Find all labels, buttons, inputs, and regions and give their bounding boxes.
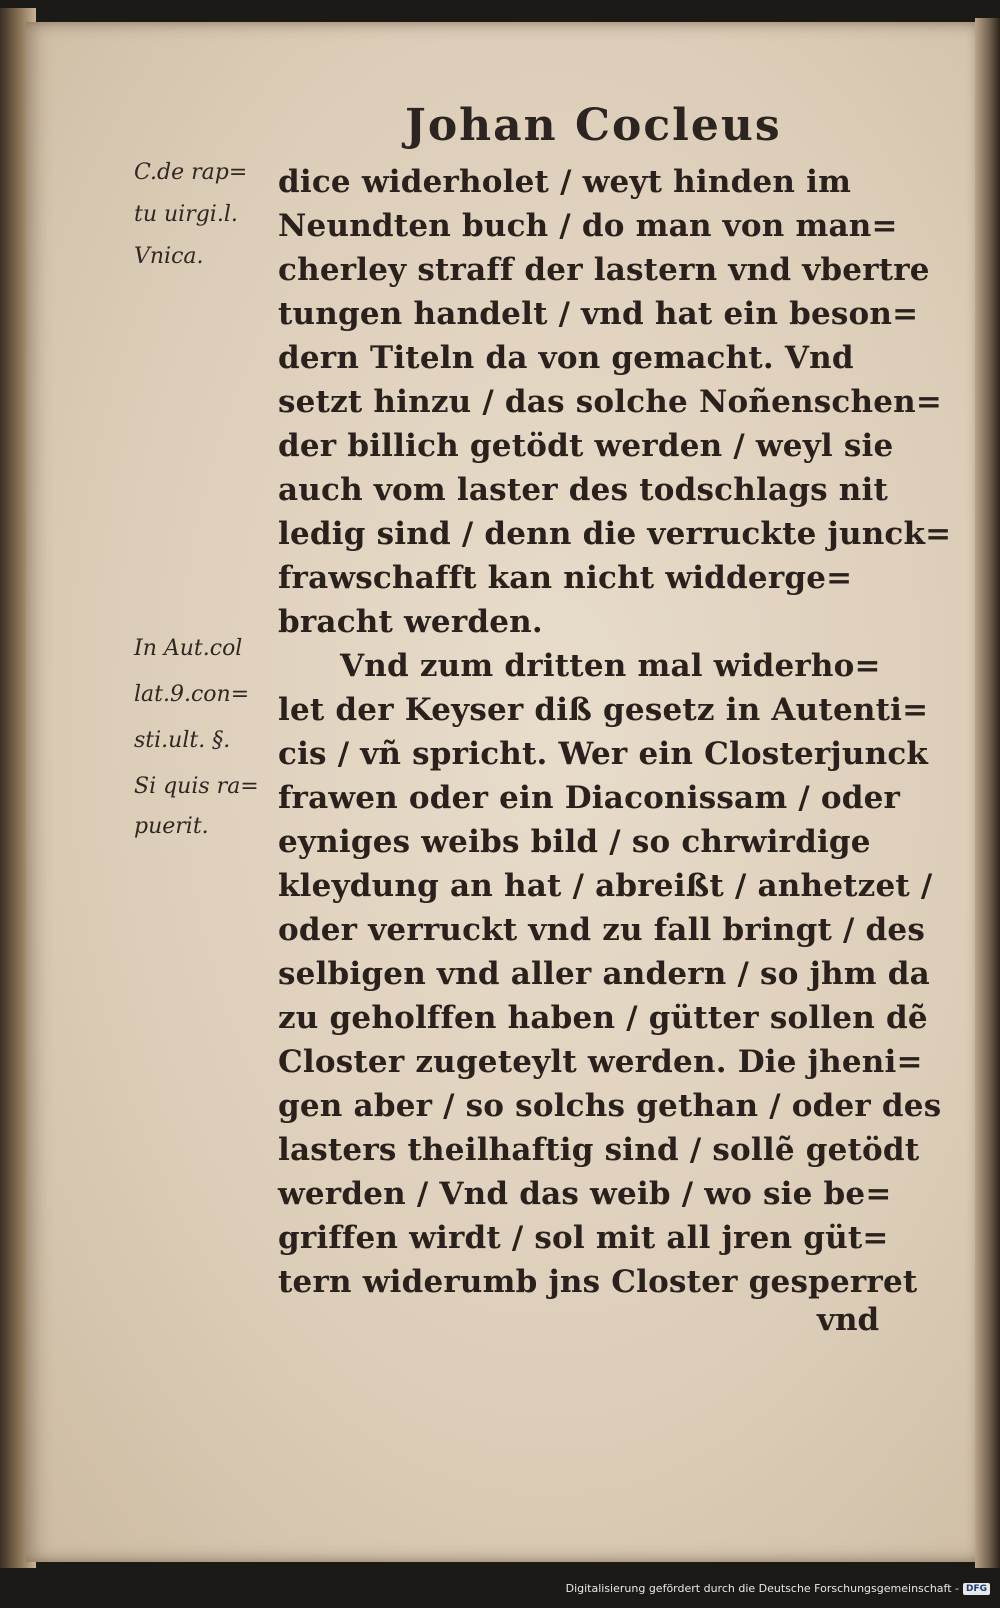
text-line: dern Titeln da von gemacht. Vnd [278,340,854,376]
page-edge [975,18,1000,1568]
margin-note-line: lat.9.con= [134,682,250,707]
text-line: lasters theilhaftig sind / sollẽ getödt [278,1132,920,1168]
text-line: kleydung an hat / abreißt / anhetzet / [278,868,933,904]
dfg-logo: DFG [963,1583,990,1595]
text-line: frawen oder ein Diaconissam / oder [278,780,901,816]
margin-note-line: sti.ult. §. [134,728,231,753]
text-line: selbigen vnd aller andern / so jhm da [278,956,930,992]
text-line: let der Keyser diß gesetz in Autenti= [278,692,929,728]
text-line: auch vom laster des todschlags nit [278,472,888,508]
text-line: ledig sind / denn die verruckte junck= [278,516,952,552]
text-line: cis / vñ spricht. Wer ein Closterjunck [278,736,929,772]
running-head: Johan Cocleus [405,100,782,151]
margin-note-line: In Aut.col [134,636,243,661]
text-line: gen aber / so solchs gethan / oder des [278,1088,942,1124]
text-line: werden / Vnd das weib / wo sie be= [278,1176,892,1212]
text-line: eyniges weibs bild / so chrwirdige [278,824,871,860]
text-line: der billich getödt werden / weyl sie [278,428,894,464]
digitization-footer [566,1582,990,1595]
text-line: Closter zugeteylt werden. Die jheni= [278,1044,923,1080]
margin-note-line: puerit. [134,814,209,839]
text-line: tern widerumb jns Closter gesperret [278,1264,918,1300]
catchword: vnd [817,1302,880,1338]
text-line: cherley straff der lastern vnd vbertre [278,252,930,288]
margin-note-line: C.de rap= [134,160,248,185]
footer-text: Digitalisierung gefördert durch die Deutsche Forschungsgemeinschaft - [565,1582,959,1595]
margin-note-line: Vnica. [134,244,204,269]
text-line: griffen wirdt / sol mit all jren güt= [278,1220,889,1256]
text-line: tungen handelt / vnd hat ein beson= [278,296,919,332]
text-line: Vnd zum dritten mal widerho= [340,648,881,684]
text-line: frawschafft kan nicht widderge= [278,560,853,596]
text-line: zu geholffen haben / gütter sollen dẽ [278,1000,928,1036]
text-line: oder verruckt vnd zu fall bringt / des [278,912,926,948]
margin-note-line: Si quis ra= [134,774,259,799]
text-line: bracht werden. [278,604,543,640]
text-line: dice widerholet / weyt hinden im [278,164,852,200]
text-line: Neundten buch / do man von man= [278,208,898,244]
margin-note-line: tu uirgi.l. [134,202,238,227]
text-line: setzt hinzu / das solche Noñenschen= [278,384,943,420]
